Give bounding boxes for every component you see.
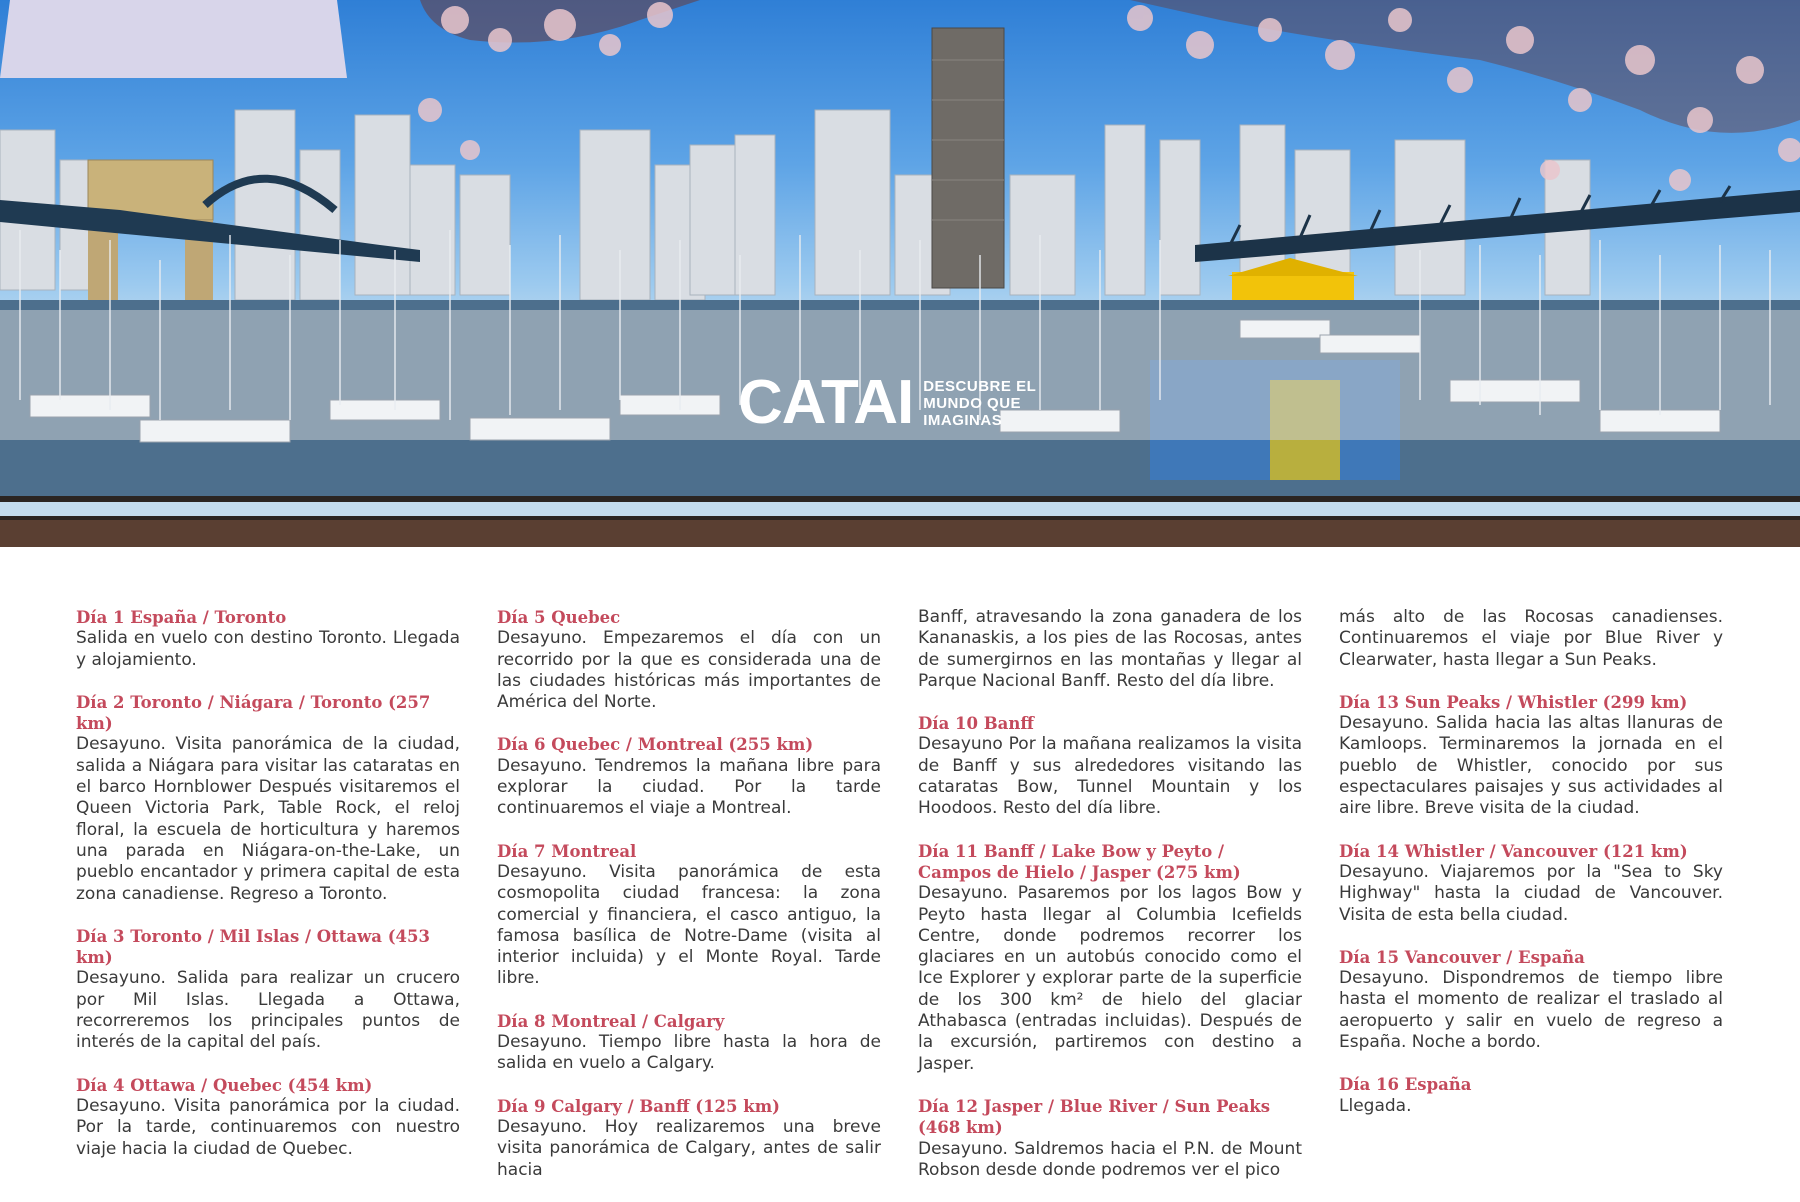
day-description: Desayuno. Saldremos hacia el P.N. de Mount Robson desde donde podremos ver el pico <box>918 1138 1302 1180</box>
itinerary-column-4 <box>1339 607 1723 1138</box>
day-heading: Día 6 Quebec / Montreal (255 km) <box>497 735 814 755</box>
day-description: Desayuno. Tiempo libre hasta la hora de salida en vuelo a Calgary. <box>497 1032 881 1074</box>
day-entry <box>918 1096 1302 1181</box>
day-entry <box>497 607 881 713</box>
skyline-illustration <box>0 0 1800 547</box>
day-heading: Día 1 España / Toronto <box>76 608 287 627</box>
logo-wordmark: CATAI <box>738 368 914 437</box>
day-heading: Día 11 Banff / Lake Bow y Peyto / Campos de Hielo / Jasper (275 km) <box>918 841 1241 882</box>
day-description: Desayuno. Pasaremos por los lagos Bow y Peyto hasta llegar al Columbia Icefields Centre, donde podremos recorrer los glaciares en un autobús conocido como el Ice Explorer y explorar parte de la superficie de los 300 km² de hielo del glaciar Athabasca (entradas incluidas). Después de la excursión, partiremos con destino a Jasper. <box>918 883 1302 1074</box>
day-description: Desayuno. Viajaremos por la "Sea to Sky Highway" hasta la ciudad de Vancouver. Visita de esta bella ciudad. <box>1339 861 1723 925</box>
day-entry <box>1339 692 1723 820</box>
day-description: Desayuno. Hoy realizaremos una breve visita panorámica de Calgary, antes de salir hacia <box>497 1116 881 1180</box>
day-heading: Día 3 Toronto / Mil Islas / Ottawa (453 km) <box>76 926 430 968</box>
day-heading: Día 12 Jasper / Blue River / Sun Peaks (468 km) <box>918 1096 1271 1138</box>
day-entry <box>918 713 1302 819</box>
day-heading: Día 4 Ottawa / Quebec (454 km) <box>76 1075 373 1095</box>
day-entry-continued <box>1339 607 1723 671</box>
day-heading: Día 15 Vancouver / España <box>1339 947 1585 967</box>
day-entry <box>76 607 460 671</box>
brand-logo <box>738 368 1043 437</box>
hero-photo-vancouver-marina <box>0 0 1800 547</box>
day-entry <box>497 1011 881 1075</box>
day-description: Desayuno. Salida hacia las altas llanuras de Kamloops. Terminaremos la jornada en el pueblo de Whistler, conocido por sus espectaculares paisajes y sus actividades al aire libre. Breve visita de la ciudad. <box>1339 713 1723 819</box>
day-description: Desayuno. Salida para realizar un crucero por Mil Islas. Llegada a Ottawa, recorreremos los principales puntos de interés de la capital del país. <box>76 968 460 1053</box>
day-entry <box>1339 841 1723 926</box>
day-heading: Día 10 Banff <box>918 714 1034 734</box>
day-description: Banff, atravesando la zona ganadera de los Kananaskis, a los pies de las Rocosas, antes de sumergirnos en las montañas y llegar al Parque Nacional Banff. Resto del día libre. <box>918 607 1302 691</box>
day-entry <box>76 926 460 1054</box>
itinerary-column-2 <box>497 607 881 1202</box>
lavender-tab <box>0 0 347 78</box>
day-entry <box>76 692 460 905</box>
day-heading: Día 14 Whistler / Vancouver (121 km) <box>1339 841 1688 861</box>
day-heading: Día 8 Montreal / Calgary <box>497 1011 725 1031</box>
day-heading: Día 9 Calgary / Banff (125 km) <box>497 1096 780 1116</box>
itinerary-column-3 <box>918 607 1302 1202</box>
itinerary-column-1 <box>76 607 460 1181</box>
day-entry <box>497 734 881 819</box>
day-description: Desayuno Por la mañana realizamos la visita de Banff y sus alrededores visitando las cataratas Bow, Tunnel Mountain y los Hoodoos. Resto del día libre. <box>918 734 1302 819</box>
logo-tagline: DESCUBRE EL MUNDO QUE IMAGINAS <box>923 377 1036 429</box>
day-heading: Día 5 Quebec <box>497 608 621 627</box>
day-description: Desayuno. Visita panorámica por la ciudad. Por la tarde, continuaremos con nuestro viaje hacia la ciudad de Quebec. <box>76 1095 460 1159</box>
day-heading: Día 7 Montreal <box>497 841 637 861</box>
day-entry <box>1339 947 1723 1053</box>
day-heading: Día 2 Toronto / Niágara / Toronto (257 km) <box>76 692 431 734</box>
day-entry <box>1339 1074 1723 1117</box>
day-description: Desayuno. Dispondremos de tiempo libre hasta el momento de realizar el traslado al aeropuerto y salir en vuelo de regreso a España. Noche a bordo. <box>1339 968 1723 1053</box>
day-heading: Día 13 Sun Peaks / Whistler (299 km) <box>1339 692 1688 712</box>
itinerary <box>76 607 1726 1180</box>
day-entry-continued <box>918 607 1302 692</box>
day-entry <box>918 841 1302 1075</box>
day-entry <box>76 1075 460 1160</box>
day-description: Salida en vuelo con destino Toronto. Llegada y alojamiento. <box>76 628 460 670</box>
day-description: más alto de las Rocosas canadienses. Continuaremos el viaje por Blue River y Clearwater, hasta llegar a Sun Peaks. <box>1339 607 1723 670</box>
day-description: Llegada. <box>1339 1095 1412 1116</box>
day-description: Desayuno. Empezaremos el día con un recorrido por la que es considerada una de las ciudades históricas más importantes de América del Norte. <box>497 628 881 713</box>
day-description: Desayuno. Visita panorámica de la ciudad, salida a Niágara para visitar las cataratas en el barco Hornblower Después visitaremos el Queen Victoria Park, Table Rock, el reloj floral, la escuela de horticultura y haremos una parada en Niágara-on-the-Lake, un pueblo encantador y primera capital de esta zona canadiense. Regreso a Toronto. <box>76 734 460 904</box>
day-description: Desayuno. Tendremos la mañana libre para explorar la ciudad. Por la tarde continuaremos el viaje a Montreal. <box>497 755 881 819</box>
day-heading: Día 16 España <box>1339 1075 1472 1095</box>
day-entry <box>497 841 881 990</box>
day-description: Desayuno. Visita panorámica de esta cosmopolita ciudad francesa: la zona comercial y financiera, el casco antiguo, la famosa basílica de Notre-Dame (visita al interior incluida) y el Monte Royal. Tarde libre. <box>497 861 881 989</box>
day-entry <box>497 1096 881 1181</box>
